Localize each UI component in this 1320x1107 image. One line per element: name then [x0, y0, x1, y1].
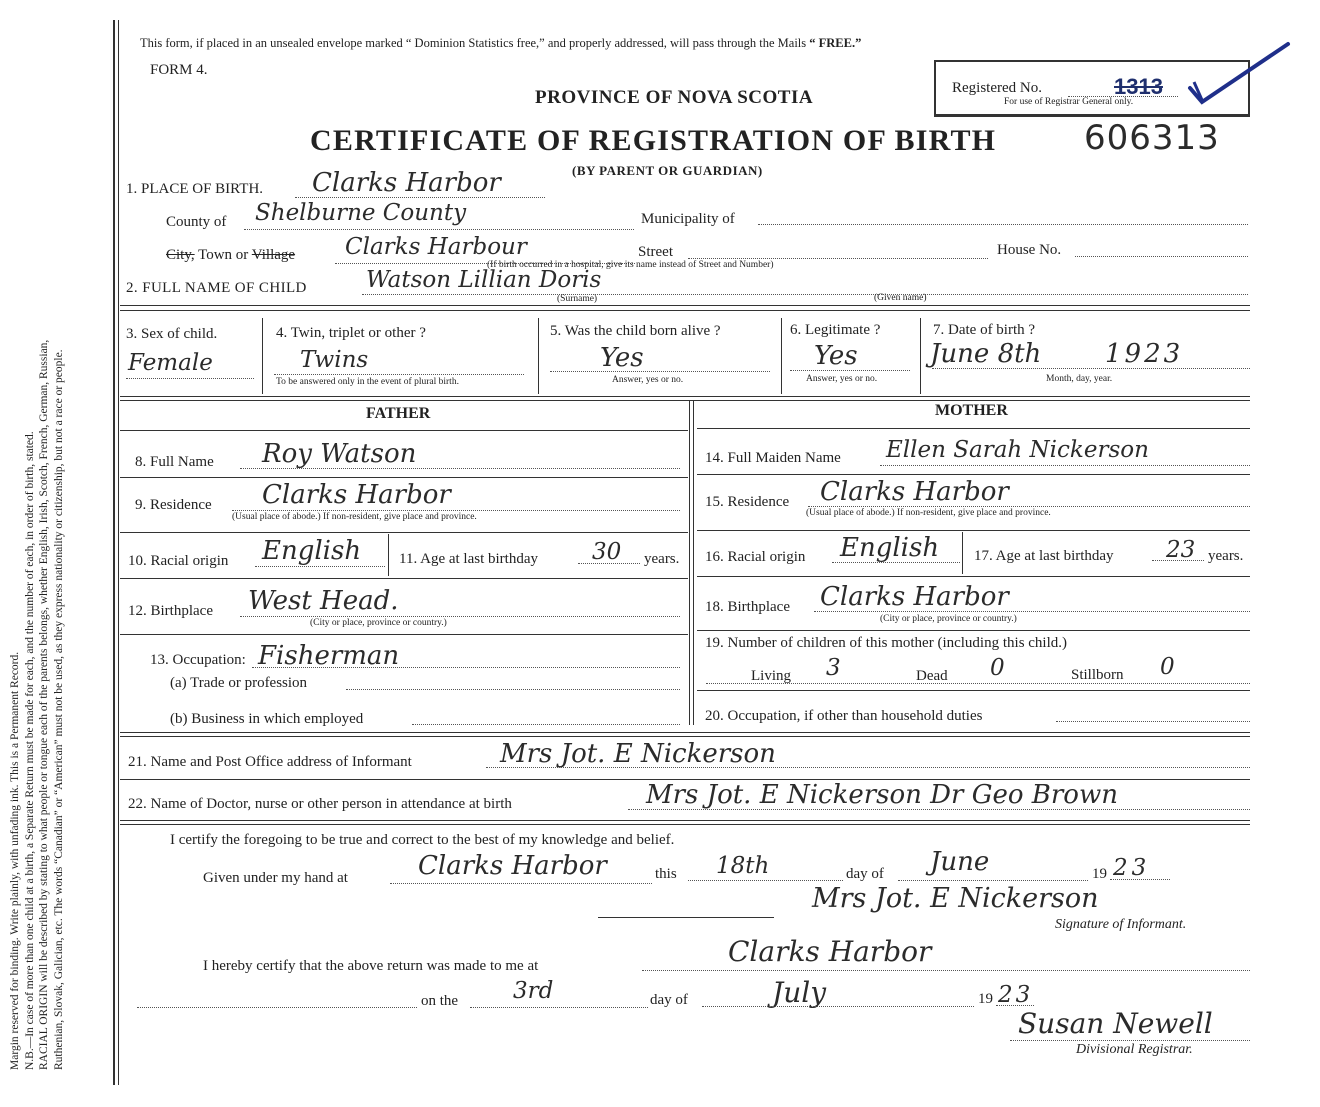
father-residence-label: 9. Residence [135, 497, 212, 513]
registrar-year-prefix: 19 [978, 991, 993, 1007]
legitimate-label: 6. Legitimate ? [790, 322, 881, 338]
hospital-note: (If birth occurred in a hospital, give its name instead of Street and Number) [487, 260, 774, 270]
father-birthplace-label: 12. Birthplace [128, 603, 213, 619]
given-year: 23 [1113, 855, 1151, 881]
father-heading: FATHER [366, 405, 431, 422]
father-birthplace-note: (City or place, province or country.) [310, 618, 447, 628]
dob-year: 1923 [1105, 339, 1184, 369]
informant-label: 21. Name and Post Office address of Informant [128, 754, 412, 770]
municipality-label: Municipality of [641, 211, 735, 227]
mother-heading: MOTHER [935, 402, 1008, 419]
informant-signature-caption: Signature of Informant. [1055, 917, 1187, 932]
registered-label: Registered No. [952, 80, 1042, 96]
registered-value: 1313 [1114, 74, 1163, 99]
dead-label: Dead [916, 668, 948, 684]
margin-note-3: RACIAL ORIGIN will be described by stating to what people or tongue each of the parents belongs, whether English, Irish, Scotch, French, German, Russian, [38, 339, 50, 1070]
certify-statement: I certify the foregoing to be true and correct to the best of my knowledge and belief. [170, 832, 675, 848]
house-label: House No. [997, 242, 1062, 258]
mother-name-value: Ellen Sarah Nickerson [886, 437, 1149, 463]
surname-note: (Surname) [557, 294, 598, 304]
mother-race-label: 16. Racial origin [705, 549, 806, 565]
doctor-label: 22. Name of Doctor, nurse or other person in attendance at birth [128, 796, 512, 812]
registrar-statement: I hereby certify that the above return was made to me at [203, 958, 539, 974]
dob-value: June 8th [930, 339, 1042, 369]
father-residence-value: Clarks Harbor [262, 480, 451, 510]
mother-race-value: English [840, 533, 940, 563]
twin-label: 4. Twin, triplet or other ? [276, 325, 426, 341]
registrar-place: Clarks Harbor [728, 935, 932, 968]
father-race-label: 10. Racial origin [128, 553, 229, 569]
child-name-value: Watson Lillian Doris [366, 267, 602, 293]
father-age-value: 30 [592, 539, 622, 565]
living-value: 3 [826, 655, 841, 681]
dob-label: 7. Date of birth ? [933, 322, 1036, 338]
child-name-label: 2. FULL NAME OF CHILD [126, 280, 307, 296]
informant-signature: Mrs Jot. E Nickerson [812, 883, 1099, 914]
father-occupation-value: Fisherman [258, 641, 400, 671]
place-label: 1. PLACE OF BIRTH. [126, 181, 264, 197]
registrar-day: 3rd [513, 978, 554, 1004]
town-label: City, Town or Village [166, 247, 296, 263]
county-value: Shelburne County [255, 200, 467, 226]
registrar-signature: Susan Newell [1018, 1007, 1213, 1040]
mother-age-value: 23 [1166, 537, 1196, 563]
given-month: June [930, 847, 990, 877]
margin-note-1: Margin reserved for binding. Write plainly, with unfading ink. This is a Permanent Record. [9, 651, 21, 1070]
county-label: County of [166, 214, 227, 230]
father-birthplace-value: West Head. [248, 586, 399, 616]
registrar-year: 23 [998, 982, 1034, 1008]
mother-occupation-label: 20. Occupation, if other than household duties [705, 708, 983, 724]
mother-age-label: 17. Age at last birthday [974, 548, 1114, 564]
registrar-dayof-label: day of [650, 992, 688, 1008]
registrar-month: July [772, 976, 827, 1009]
province-heading: PROVINCE OF NOVA SCOTIA [535, 87, 814, 108]
form-number: FORM 4. [150, 62, 208, 78]
given-year-prefix: 19 [1092, 866, 1107, 882]
twin-note: To be answered only in the event of plural birth. [276, 377, 459, 387]
registrar-caption: Divisional Registrar. [1076, 1042, 1193, 1057]
given-label: Given under my hand at [203, 870, 348, 886]
children-count-label: 19. Number of children of this mother (including this child.) [705, 635, 1068, 651]
doctor-value: Mrs Jot. E Nickerson Dr Geo Brown [646, 780, 1118, 810]
mother-birthplace-value: Clarks Harbor [820, 582, 1009, 612]
given-dayof-label: day of [846, 866, 884, 882]
stillborn-value: 0 [1160, 654, 1175, 680]
stillborn-label: Stillborn [1071, 667, 1124, 683]
mother-residence-note: (Usual place of abode.) If non-resident, give place and province. [806, 508, 1051, 518]
mail-notice: This form, if placed in an unsealed envelope marked “ Dominion Statistics free,” and properly addressed, will pass through the Mails “ FREE.” [140, 36, 862, 50]
given-day: 18th [716, 853, 770, 879]
legitimate-note: Answer, yes or no. [806, 374, 878, 384]
sex-label: 3. Sex of child. [126, 326, 218, 342]
given-place: Clarks Harbor [418, 851, 607, 881]
binding-rule [113, 20, 115, 1085]
alive-note: Answer, yes or no. [612, 375, 684, 385]
twin-value: Twins [300, 347, 369, 373]
business-label: (b) Business in which employed [170, 711, 364, 727]
mother-birthplace-note: (City or place, province or country.) [880, 614, 1017, 624]
dob-note: Month, day, year. [1046, 374, 1113, 384]
checkmark-icon [1180, 36, 1300, 116]
margin-notes [8, 20, 66, 1100]
registered-note: For use of Registrar General only. [1004, 97, 1134, 107]
mother-birthplace-label: 18. Birthplace [705, 599, 790, 615]
alive-label: 5. Was the child born alive ? [550, 323, 721, 339]
father-name-value: Roy Watson [262, 439, 417, 469]
margin-note-4: Ruthenian, Slovak, Galician, etc. The words “Canadian” or “American” must not be used, as they express nationality or citizenship, but not a race or people. [52, 349, 65, 1070]
certificate-subtitle: (BY PARENT OR GUARDIAN) [572, 163, 763, 178]
father-race-value: English [262, 536, 362, 566]
informant-value: Mrs Jot. E Nickerson [500, 739, 776, 769]
certificate-title: CERTIFICATE OF REGISTRATION OF BIRTH [310, 124, 997, 157]
margin-note-2: N.B.—In case of more than one child at a birth, a Separate Return must be made for each, and the number of each, in order of birth, stated. [23, 431, 36, 1070]
father-age-unit: years. [644, 551, 680, 567]
given-this-label: this [655, 866, 677, 882]
mother-residence-label: 15. Residence [705, 494, 790, 510]
certificate-number: 606313 [1084, 118, 1220, 158]
father-age-label: 11. Age at last birthday [399, 551, 538, 567]
father-residence-note: (Usual place of abode.) If non-resident, give place and province. [232, 512, 477, 522]
dead-value: 0 [990, 655, 1005, 681]
legitimate-value: Yes [814, 341, 858, 371]
trade-label: (a) Trade or profession [170, 675, 308, 691]
mother-residence-value: Clarks Harbor [820, 477, 1009, 507]
registrar-on-label: on the [421, 993, 459, 1009]
place-value: Clarks Harbor [312, 168, 501, 198]
father-occupation-label: 13. Occupation: [150, 652, 246, 668]
binding-rule-inner [118, 20, 119, 1085]
given-name-note: (Given name) [874, 293, 927, 303]
mother-age-unit: years. [1208, 548, 1244, 564]
street-label: Street [638, 244, 673, 260]
living-label: Living [751, 668, 791, 684]
alive-value: Yes [600, 343, 644, 373]
town-value: Clarks Harbour [345, 234, 527, 260]
sex-value: Female [128, 350, 213, 376]
mother-name-label: 14. Full Maiden Name [705, 450, 841, 466]
father-name-label: 8. Full Name [135, 454, 214, 470]
